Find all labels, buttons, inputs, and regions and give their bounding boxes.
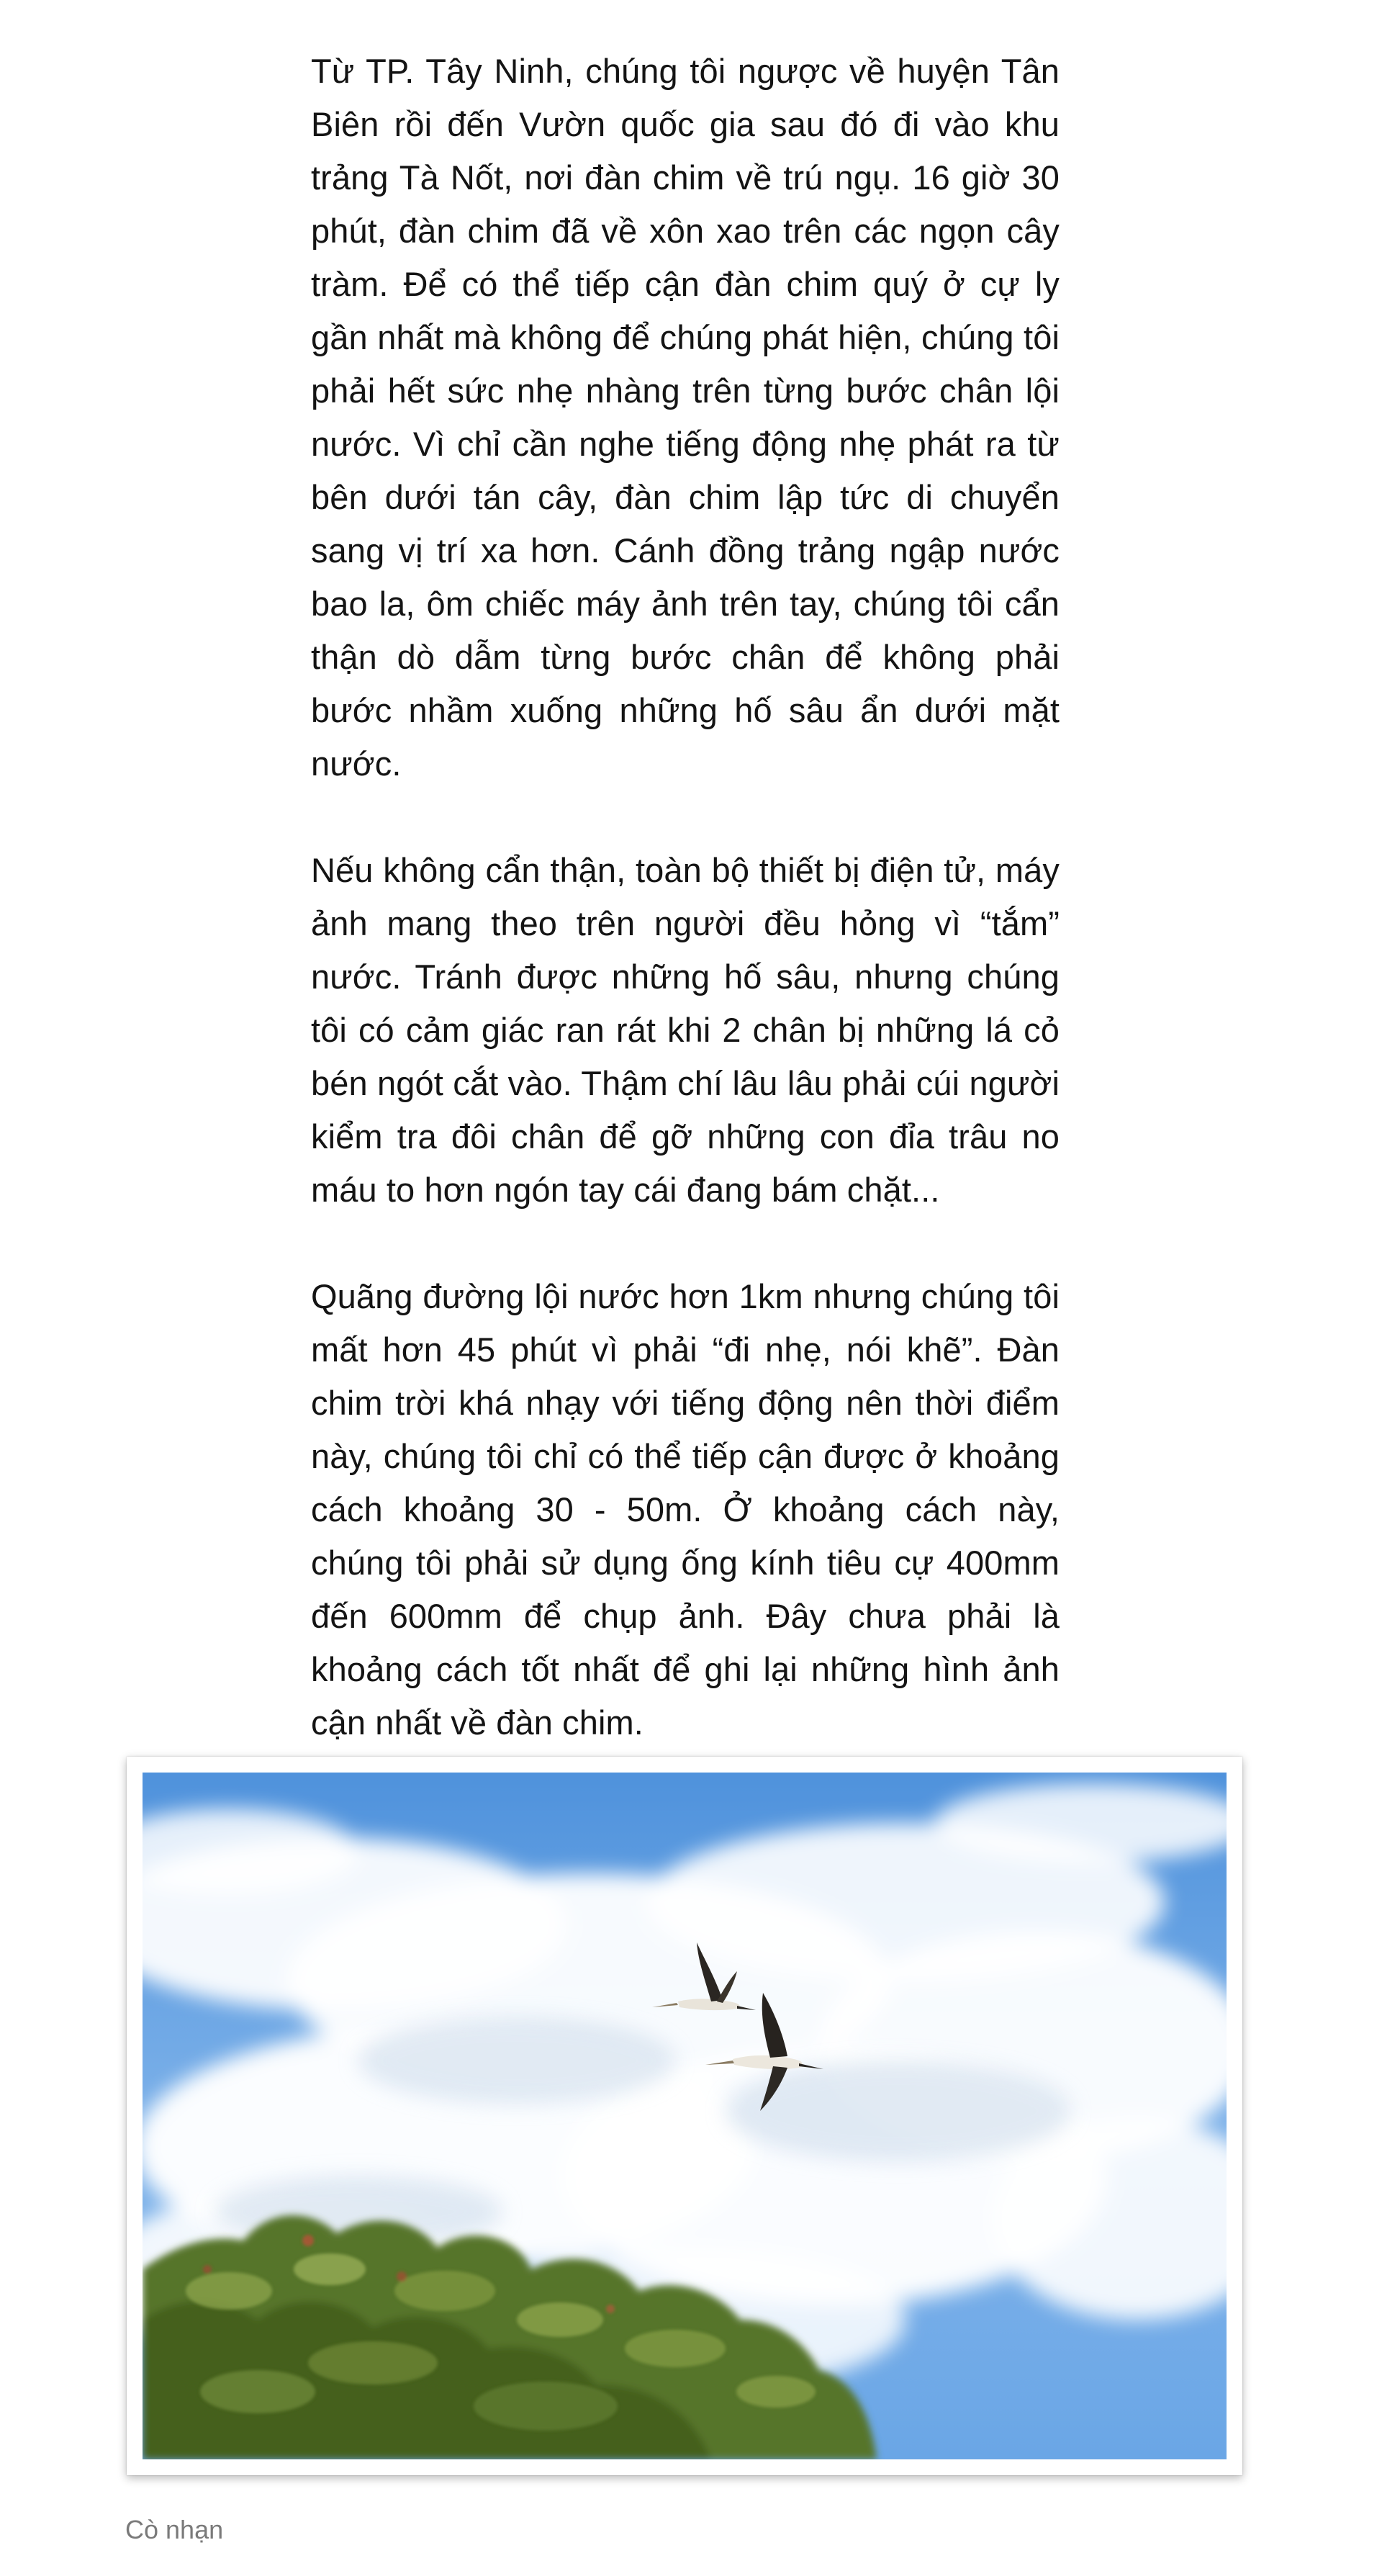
- photo-frame: [127, 1757, 1242, 2475]
- photo-caption: Cò nhạn: [125, 2515, 224, 2544]
- storks-photo: [143, 1773, 1227, 2459]
- paragraph-1: Từ TP. Tây Ninh, chúng tôi ngược về huyện Tân Biên rồi đến Vườn quốc gia sau đó đi vào khu trảng Tà Nốt, nơi đàn chim về trú ngụ. 16 giờ 30 phút, đàn chim đã về xôn xao trên các ngọn cây tràm. Để có thể tiếp cận đàn chim quý ở cự ly gần nhất mà không để chúng phát hiện, chúng tôi phải hết sức nhẹ nhàng trên từng bước chân lội nước. Vì chỉ cần nghe tiếng động nhẹ phát ra từ bên dưới tán cây, đàn chim lập tức di chuyển sang vị trí xa hơn. Cánh đồng trảng ngập nước bao la, ôm chiếc máy ảnh trên tay, chúng tôi cẩn thận dò dẫm từng bước chân để không phải bước nhầm xuống những hố sâu ẩn dưới mặt nước.: [311, 52, 1060, 783]
- paragraph-3: Quãng đường lội nước hơn 1km nhưng chúng tôi mất hơn 45 phút vì phải “đi nhẹ, nói khẽ”. Đàn chim trời khá nhạy với tiếng động nên thời điểm này, chúng tôi chỉ có thể tiếp cận được ở khoảng cách khoảng 30 - 50m. Ở khoảng cách này, chúng tôi phải sử dụng ống kính tiêu cự 400mm đến 600mm để chụp ảnh. Đây chưa phải là khoảng cách tốt nhất để ghi lại những hình ảnh cận nhất về đàn chim.: [311, 1277, 1060, 1742]
- article-body: [311, 45, 1060, 1803]
- paragraph-2: Nếu không cẩn thận, toàn bộ thiết bị điện tử, máy ảnh mang theo trên người đều hỏng vì “tắm” nước. Tránh được những hố sâu, nhưng chúng tôi có cảm giác ran rát khi 2 chân bị những lá cỏ bén ngót cắt vào. Thậm chí lâu lâu phải cúi người kiểm tra đôi chân để gỡ những con đỉa trâu no máu to hơn ngón tay cái đang bám chặt...: [311, 851, 1060, 1209]
- sky-scene: [143, 1773, 1227, 2459]
